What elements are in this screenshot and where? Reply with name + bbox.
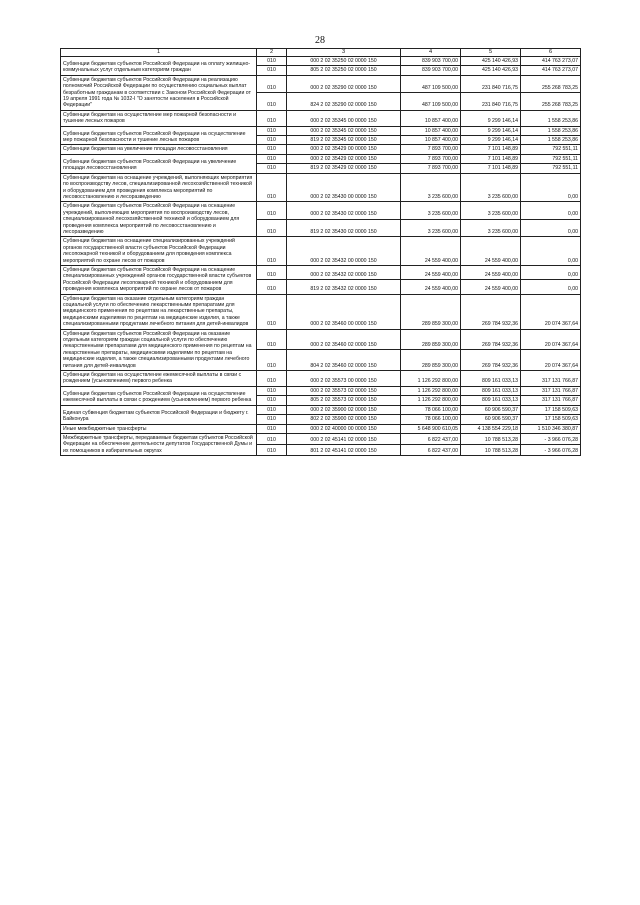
row-name-cell: Субвенции бюджетам на оснащение учреждений, выполняющих мероприятия по воспроизводству лесов, специализированной лесохозяйственной техникой и оборудованием для проведения комплекса мероприятий по лесовосстановлению и лесоразведению [61,173,257,202]
budget-code-cell: 000 2 02 35429 00 0000 150 [287,145,401,154]
unexecuted-amount-cell: 1 558 253,86 [521,126,581,135]
column-header: 1 [61,49,257,57]
line-code-cell: 010 [257,202,287,220]
unexecuted-amount-cell: 1 558 253,86 [521,136,581,145]
budget-code-cell: 805 2 02 35250 02 0000 150 [287,66,401,75]
executed-amount-cell: 24 559 400,00 [461,280,521,294]
approved-amount-cell: 24 559 400,00 [401,280,461,294]
approved-amount-cell: 24 559 400,00 [401,265,461,279]
approved-amount-cell: 6 822 437,00 [401,433,461,444]
column-header: 4 [401,49,461,57]
unexecuted-amount-cell: 0,00 [521,219,581,237]
table-row [61,265,581,279]
unexecuted-amount-cell: 17 158 509,63 [521,415,581,424]
executed-amount-cell: 231 840 716,75 [461,93,521,111]
table-row [61,371,581,387]
budget-code-cell: 804 2 02 35460 02 0000 150 [287,350,401,371]
table-row [61,237,581,266]
executed-amount-cell: 3 235 600,00 [461,219,521,237]
budget-code-cell: 000 2 02 35430 00 0000 150 [287,173,401,202]
table-row [61,294,581,329]
approved-amount-cell: 487 109 500,00 [401,75,461,93]
budget-code-cell: 000 2 02 35250 02 0000 150 [287,57,401,66]
row-name-cell: Субвенции бюджетам субъектов Российской Федерации на оказание отдельным категориям граждан социальной услуги по обеспечению лекарственными препаратами для медицинского применения по рецептам на лекарственные препараты, медицинскими изделиями по рецептам на медицинские изделия, а также специализированными продуктами лечебного питания для детей-инвалидов [61,329,257,370]
approved-amount-cell: 10 857 400,00 [401,136,461,145]
executed-amount-cell: 9 299 146,14 [461,126,521,135]
budget-code-cell: 000 2 02 35345 00 0000 150 [287,110,401,126]
line-code-cell: 010 [257,57,287,66]
row-name-cell: Иные межбюджетные трансферты [61,424,257,433]
executed-amount-cell: 3 235 600,00 [461,173,521,202]
unexecuted-amount-cell: 0,00 [521,237,581,266]
budget-code-cell: 000 2 02 35573 02 0000 150 [287,386,401,395]
line-code-cell: 010 [257,329,287,350]
line-code-cell: 010 [257,280,287,294]
row-name-cell: Субвенции бюджетам на оснащение специализированных учреждений органов государственной власти субъектов Российской Федерации лесопожарной техникой и оборудованием для проведения комплекса мероприятий по охране лесов от пожаров [61,237,257,266]
budget-code-cell: 802 2 02 35900 02 0000 150 [287,415,401,424]
line-code-cell: 010 [257,93,287,111]
line-code-cell: 010 [257,415,287,424]
unexecuted-amount-cell: 0,00 [521,280,581,294]
budget-code-cell: 000 2 02 45141 02 0000 150 [287,433,401,444]
line-code-cell: 010 [257,386,287,395]
line-code-cell: 010 [257,219,287,237]
line-code-cell: 010 [257,145,287,154]
executed-amount-cell: 269 784 932,36 [461,329,521,350]
budget-code-cell: 819 2 02 35430 02 0000 150 [287,219,401,237]
executed-amount-cell: 809 161 033,13 [461,396,521,405]
budget-code-cell: 000 2 02 35460 02 0000 150 [287,329,401,350]
row-name-cell: Субвенции бюджетам субъектов Российской Федерации на осуществление ежемесячной выплаты в связи с рождением (усыновлением) первого ребенка [61,386,257,405]
table-row [61,126,581,135]
line-code-cell: 010 [257,66,287,75]
budget-code-cell: 000 2 02 35460 00 0000 150 [287,294,401,329]
approved-amount-cell: 1 126 292 800,00 [401,386,461,395]
unexecuted-amount-cell: 20 074 367,64 [521,329,581,350]
row-name-cell: Межбюджетные трансферты, передаваемые бюджетам субъектов Российской Федерации на обеспечение деятельности депутатов Государственной Думы и их помощников в избирательных округах [61,433,257,455]
executed-amount-cell: 60 906 590,37 [461,415,521,424]
budget-code-cell: 000 2 02 35900 02 0000 150 [287,405,401,414]
executed-amount-cell: 24 559 400,00 [461,237,521,266]
unexecuted-amount-cell: 414 763 273,07 [521,66,581,75]
budget-code-cell: 000 2 02 40000 00 0000 150 [287,424,401,433]
budget-execution-table [60,48,581,456]
line-code-cell: 010 [257,154,287,163]
budget-code-cell: 000 2 02 35573 00 0000 150 [287,371,401,387]
unexecuted-amount-cell: 0,00 [521,265,581,279]
budget-code-cell: 000 2 02 35345 02 0000 150 [287,126,401,135]
row-name-cell: Субвенции бюджетам субъектов Российской Федерации на оплату жилищно-коммунальных услуг отдельным категориям граждан [61,57,257,76]
approved-amount-cell: 1 126 292 800,00 [401,396,461,405]
table-row [61,110,581,126]
approved-amount-cell: 3 235 600,00 [401,202,461,220]
line-code-cell: 010 [257,265,287,279]
budget-code-cell: 819 2 02 35432 02 0000 150 [287,280,401,294]
executed-amount-cell: 809 161 033,13 [461,371,521,387]
approved-amount-cell: 78 066 100,00 [401,415,461,424]
line-code-cell: 010 [257,136,287,145]
page-number: 28 [315,35,325,46]
executed-amount-cell: 7 101 148,89 [461,164,521,173]
line-code-cell: 010 [257,294,287,329]
unexecuted-amount-cell: 792 551,11 [521,164,581,173]
column-header: 5 [461,49,521,57]
executed-amount-cell: 7 101 148,89 [461,154,521,163]
budget-code-cell: 000 2 02 35430 02 0000 150 [287,202,401,220]
line-code-cell: 010 [257,396,287,405]
column-header: 3 [287,49,401,57]
line-code-cell: 010 [257,237,287,266]
unexecuted-amount-cell: 0,00 [521,173,581,202]
row-name-cell: Субвенции бюджетам на оказание отдельным категориям граждан социальной услуги по обеспечению лекарственными препаратами для медицинского применения по рецептам на лекарственные препараты, медицинскими изделиями по рецептам на медицинские изделия, а также специализированными продуктами лечебного питания для детей-инвалидов [61,294,257,329]
budget-code-cell: 000 2 02 35432 02 0000 150 [287,265,401,279]
line-code-cell: 010 [257,75,287,93]
unexecuted-amount-cell: 0,00 [521,202,581,220]
unexecuted-amount-cell: 317 131 766,87 [521,371,581,387]
executed-amount-cell: 10 788 513,28 [461,445,521,456]
table-row [61,405,581,414]
row-name-cell: Субвенции бюджетам на осуществление мер пожарной безопасности и тушение лесных пожаров [61,110,257,126]
unexecuted-amount-cell: 1 510 346 380,87 [521,424,581,433]
executed-amount-cell: 4 138 554 229,18 [461,424,521,433]
unexecuted-amount-cell: 255 268 783,25 [521,75,581,93]
approved-amount-cell: 289 859 300,00 [401,329,461,350]
row-name-cell: Субвенции бюджетам субъектов Российской Федерации на осуществление мер пожарной безопасности и тушение лесных пожаров [61,126,257,145]
approved-amount-cell: 7 893 700,00 [401,145,461,154]
budget-code-cell: 801 2 02 45141 02 0000 150 [287,445,401,456]
table-row [61,424,581,433]
approved-amount-cell: 289 859 300,00 [401,294,461,329]
executed-amount-cell: 9 299 146,14 [461,110,521,126]
unexecuted-amount-cell: 255 268 783,25 [521,93,581,111]
row-name-cell: Субвенции бюджетам субъектов Российской Федерации на оснащение учреждений, выполняющих мероприятия по воспроизводству лесов, специализированной лесохозяйственной техникой и оборудованием для проведения комплекса мероприятий по лесовосстановлению и лесоразведению [61,202,257,237]
line-code-cell: 010 [257,445,287,456]
unexecuted-amount-cell: 792 551,11 [521,154,581,163]
line-code-cell: 010 [257,164,287,173]
executed-amount-cell: 3 235 600,00 [461,202,521,220]
approved-amount-cell: 6 822 437,00 [401,445,461,456]
approved-amount-cell: 839 903 700,00 [401,66,461,75]
budget-code-cell: 819 2 02 35345 02 0000 150 [287,136,401,145]
approved-amount-cell: 289 859 300,00 [401,350,461,371]
approved-amount-cell: 3 235 600,00 [401,219,461,237]
unexecuted-amount-cell: 317 131 766,87 [521,386,581,395]
line-code-cell: 010 [257,350,287,371]
table-row [61,173,581,202]
approved-amount-cell: 7 893 700,00 [401,164,461,173]
table-row [61,75,581,93]
budget-code-cell: 000 2 02 35429 02 0000 150 [287,154,401,163]
column-number-row [61,49,581,57]
unexecuted-amount-cell: 20 074 367,64 [521,350,581,371]
budget-code-cell: 000 2 02 35290 02 0000 150 [287,75,401,93]
approved-amount-cell: 78 066 100,00 [401,405,461,414]
approved-amount-cell: 839 903 700,00 [401,57,461,66]
executed-amount-cell: 10 788 513,28 [461,433,521,444]
line-code-cell: 010 [257,405,287,414]
line-code-cell: 010 [257,110,287,126]
column-header: 2 [257,49,287,57]
table-row [61,202,581,220]
line-code-cell: 010 [257,424,287,433]
line-code-cell: 010 [257,433,287,444]
budget-code-cell: 805 2 02 35573 02 0000 150 [287,396,401,405]
line-code-cell: 010 [257,173,287,202]
row-name-cell: Субвенции бюджетам на осуществление ежемесячной выплаты в связи с рождением (усыновлением) первого ребенка [61,371,257,387]
table-row [61,433,581,444]
unexecuted-amount-cell: 317 131 766,87 [521,396,581,405]
executed-amount-cell: 425 140 426,93 [461,57,521,66]
row-name-cell: Субвенции бюджетам субъектов Российской Федерации на увеличение площади лесовосстановления [61,154,257,173]
row-name-cell: Единая субвенция бюджетам субъектов Российской Федерации и бюджету г. Байконура [61,405,257,424]
line-code-cell: 010 [257,371,287,387]
executed-amount-cell: 425 140 426,93 [461,66,521,75]
executed-amount-cell: 269 784 932,36 [461,350,521,371]
table-row [61,57,581,66]
unexecuted-amount-cell: 414 763 273,07 [521,57,581,66]
table-row [61,329,581,350]
table-row [61,154,581,163]
row-name-cell: Субвенции бюджетам на увеличение площади лесовосстановления [61,145,257,154]
budget-code-cell: 819 2 02 35429 02 0000 150 [287,164,401,173]
row-name-cell: Субвенции бюджетам субъектов Российской Федерации на оснащение специализированных учреждений органов государственной власти субъектов Российской Федерации лесопожарной техникой и оборудованием для проведения комплекса мероприятий по охране лесов от пожаров [61,265,257,294]
executed-amount-cell: 7 101 148,89 [461,145,521,154]
executed-amount-cell: 269 784 932,36 [461,294,521,329]
approved-amount-cell: 24 559 400,00 [401,237,461,266]
unexecuted-amount-cell: 20 074 367,64 [521,294,581,329]
budget-code-cell: 000 2 02 35432 00 0000 150 [287,237,401,266]
executed-amount-cell: 809 161 033,13 [461,386,521,395]
executed-amount-cell: 60 906 590,37 [461,405,521,414]
approved-amount-cell: 10 857 400,00 [401,110,461,126]
approved-amount-cell: 7 893 700,00 [401,154,461,163]
approved-amount-cell: 10 857 400,00 [401,126,461,135]
row-name-cell: Субвенции бюджетам субъектов Российской Федерации на реализацию полномочий Российской Федерации по осуществлению социальных выплат безработным гражданам в соответствии с Законом Российской Федерации от 19 апреля 1991 года № 1032-I "О занятости населения в Российской Федерации" [61,75,257,110]
table-body [61,57,581,456]
approved-amount-cell: 1 126 292 800,00 [401,371,461,387]
column-header: 6 [521,49,581,57]
executed-amount-cell: 9 299 146,14 [461,136,521,145]
approved-amount-cell: 5 648 900 610,05 [401,424,461,433]
line-code-cell: 010 [257,126,287,135]
table-row [61,386,581,395]
unexecuted-amount-cell: - 3 966 076,28 [521,433,581,444]
executed-amount-cell: 24 559 400,00 [461,265,521,279]
table-row [61,145,581,154]
unexecuted-amount-cell: - 3 966 076,28 [521,445,581,456]
approved-amount-cell: 487 109 500,00 [401,93,461,111]
budget-code-cell: 824 2 02 35290 02 0000 150 [287,93,401,111]
executed-amount-cell: 231 840 716,75 [461,75,521,93]
approved-amount-cell: 3 235 600,00 [401,173,461,202]
unexecuted-amount-cell: 1 558 253,86 [521,110,581,126]
unexecuted-amount-cell: 17 158 509,63 [521,405,581,414]
unexecuted-amount-cell: 792 551,11 [521,145,581,154]
